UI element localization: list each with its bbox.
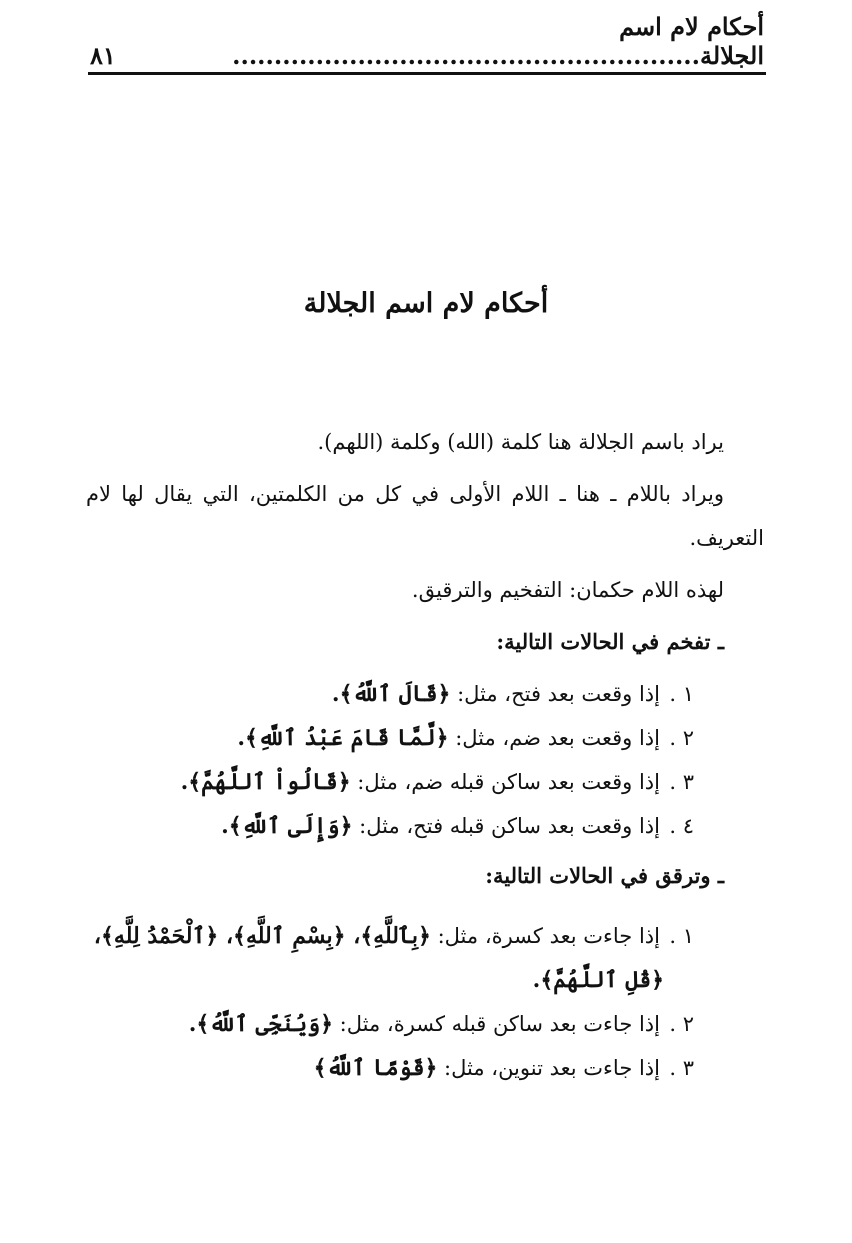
paragraph-definition: يراد باسم الجلالة هنا كلمة (الله) وكلمة (اللهم). [317, 430, 724, 454]
page-number: ٨١ [90, 41, 116, 70]
chapter-title: أحكام لام اسم الجلالة [303, 288, 549, 319]
body-text [86, 420, 764, 1090]
list-item: ١ . إذا جاءت بعد كسرة، مثل: ﴿بِٱللَّهِ﴾، ﴿بِسْمِ ٱللَّهِ﴾، ﴿ٱلْحَمْدُ لِلَّهِ﴾، [93, 923, 694, 949]
list-item-continuation: ﴿قُلِ ٱللَّهُمَّ﴾. [532, 967, 664, 993]
list-item: ٢ . إذا جاءت بعد ساكن قبله كسرة، مثل: ﴿وَيُنَجِّى ٱللَّهُ﴾. [188, 1011, 694, 1037]
header-rule [88, 72, 766, 75]
list-item: ٣ . إذا جاءت بعد تنوين، مثل: ﴿قَوْمًا ٱللَّهُ﴾ [313, 1055, 694, 1081]
paragraph-rulings: لهذه اللام حكمان: التفخيم والترقيق. [411, 578, 724, 602]
header-title: أحكام لام اسم الجلالة........................................................ [232, 12, 764, 70]
paragraph-lam: ويراد باللام ـ هنا ـ اللام الأولى في كل من الكلمتين، التي يقال لها لام التعريف. [86, 482, 764, 550]
header-dots: ........................................................ [232, 41, 701, 70]
list-item: ٤ . إذا وقعت بعد ساكن قبله فتح، مثل: ﴿وَإِلَى ٱللَّهِ﴾. [221, 813, 694, 839]
list-item: ٣ . إذا وقعت بعد ساكن قبله ضم، مثل: ﴿قَالُواْ ٱللَّهُمَّ﴾. [180, 769, 694, 795]
tafkhim-heading: ـ تفخم في الحالات التالية: [496, 629, 724, 654]
list-item: ١ . إذا وقعت بعد فتح، مثل: ﴿قَالَ ٱللَّهُ﴾. [331, 681, 694, 707]
running-header [90, 12, 764, 70]
tarqiq-heading: ـ وترقق في الحالات التالية: [485, 863, 724, 888]
list-item: ٢ . إذا وقعت بعد ضم، مثل: ﴿لَّمَّا قَامَ عَبْدُ ٱللَّهِ﴾. [237, 725, 694, 751]
